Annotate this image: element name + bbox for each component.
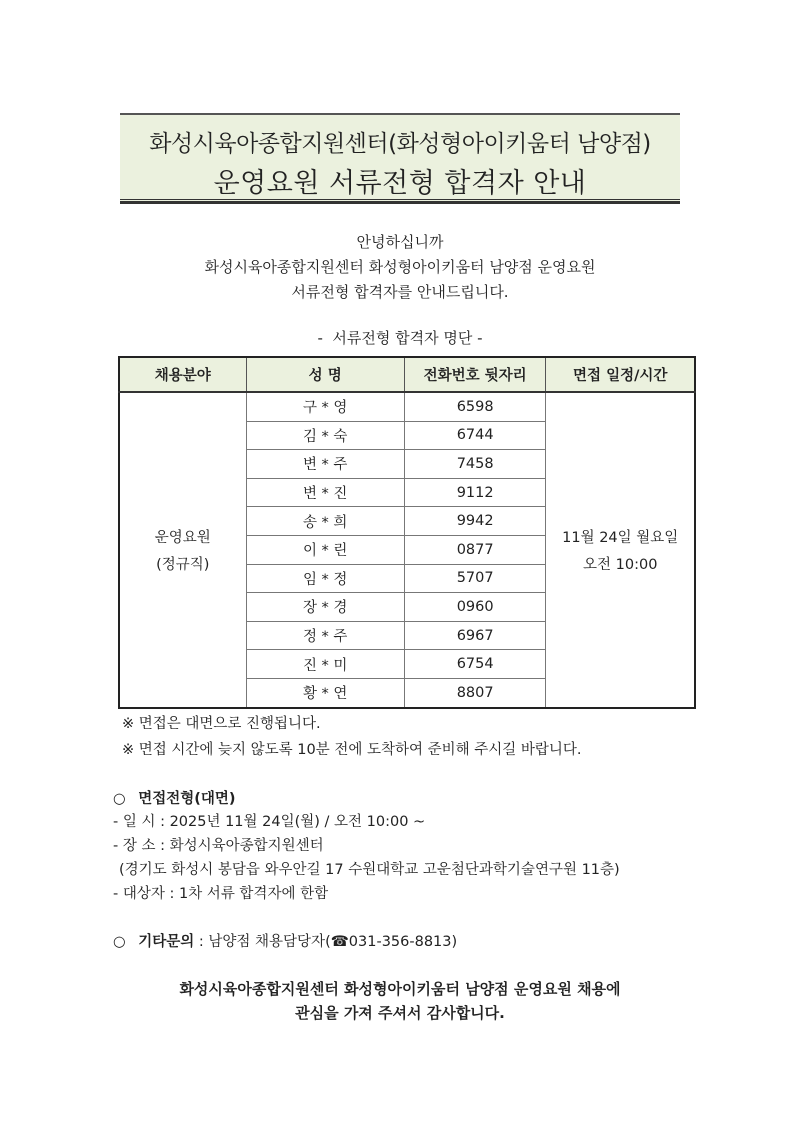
title-line-1: 화성시육아종합지원센터(화성형아이키움터 남양점) [149, 131, 651, 157]
schedule-cell [546, 392, 695, 708]
header-phone: 전화번호 뒷자리 [404, 357, 546, 392]
result-table [118, 356, 696, 709]
title-box [120, 113, 680, 204]
interview-heading-label: 면접전형(대면) [138, 791, 236, 807]
note-2: ※ 면접 시간에 늦지 않도록 10분 전에 도착하여 준비해 주시길 바랍니다. [122, 742, 582, 758]
table-header-row [119, 357, 695, 392]
contact-info: : 남양점 채용담당자(☎031-356-8813) [194, 934, 458, 950]
phone-cell: 6967 [404, 621, 546, 650]
circle-bullet-icon: ○ [113, 934, 126, 950]
phone-cell: 6754 [404, 650, 546, 679]
name-cell: 구 * 영 [246, 392, 404, 421]
interview-place: - 장 소 : 화성시육아종합지원센터 [113, 838, 324, 854]
name-cell: 송 * 희 [246, 507, 404, 536]
name-cell: 정 * 주 [246, 621, 404, 650]
contact-line [113, 930, 457, 951]
name-cell: 황 * 연 [246, 678, 404, 707]
field-cell [119, 392, 246, 708]
intro-line-2: 화성시육아종합지원센터 화성형아이키움터 남양점 운영요원 [204, 258, 596, 276]
interview-address: (경기도 화성시 봉담읍 와우안길 17 수원대학교 고운첨단과학기술연구원 11층) [119, 862, 620, 878]
header-name: 성 명 [246, 357, 404, 392]
phone-cell: 9942 [404, 507, 546, 536]
interview-target: - 대상자 : 1차 서류 합격자에 한함 [113, 886, 329, 902]
name-cell: 변 * 진 [246, 478, 404, 507]
phone-cell: 0960 [404, 593, 546, 622]
field-line-1: 운영요원 [154, 529, 211, 546]
list-heading: - 서류전형 합격자 명단 - [317, 329, 483, 347]
footer-line-2: 관심을 가져 주셔서 감사합니다. [295, 1004, 505, 1022]
schedule-line-1: 11월 24일 월요일 [562, 529, 679, 546]
name-cell: 장 * 경 [246, 593, 404, 622]
intro-line-1: 안녕하십니까 [356, 233, 444, 251]
table-row [119, 392, 695, 421]
field-line-2: (정규직) [156, 556, 210, 573]
name-cell: 임 * 정 [246, 564, 404, 593]
name-cell: 김 * 숙 [246, 421, 404, 450]
contact-label: 기타문의 [138, 934, 195, 950]
circle-bullet-icon: ○ [113, 791, 126, 807]
name-cell: 변 * 주 [246, 450, 404, 479]
note-1: ※ 면접은 대면으로 진행됩니다. [122, 716, 321, 732]
header-field: 채용분야 [119, 357, 246, 392]
title-rule-thick [120, 201, 680, 204]
interview-date: - 일 시 : 2025년 11월 24일(월) / 오전 10:00 ~ [113, 814, 426, 830]
phone-cell: 9112 [404, 478, 546, 507]
page-title: 운영요원 서류전형 합격자 안내 [213, 168, 587, 199]
phone-cell: 5707 [404, 564, 546, 593]
phone-cell: 6744 [404, 421, 546, 450]
phone-cell: 7458 [404, 450, 546, 479]
interview-heading [113, 787, 236, 808]
schedule-line-2: 오전 10:00 [583, 556, 658, 573]
intro-line-3: 서류전형 합격자를 안내드립니다. [291, 283, 509, 301]
title-rule-thin [120, 199, 680, 200]
phone-cell: 8807 [404, 678, 546, 707]
header-schedule: 면접 일정/시간 [546, 357, 695, 392]
phone-cell: 6598 [404, 392, 546, 421]
name-cell: 진 * 미 [246, 650, 404, 679]
name-cell: 이 * 린 [246, 535, 404, 564]
phone-cell: 0877 [404, 535, 546, 564]
footer-line-1: 화성시육아종합지원센터 화성형아이키움터 남양점 운영요원 채용에 [179, 980, 621, 998]
